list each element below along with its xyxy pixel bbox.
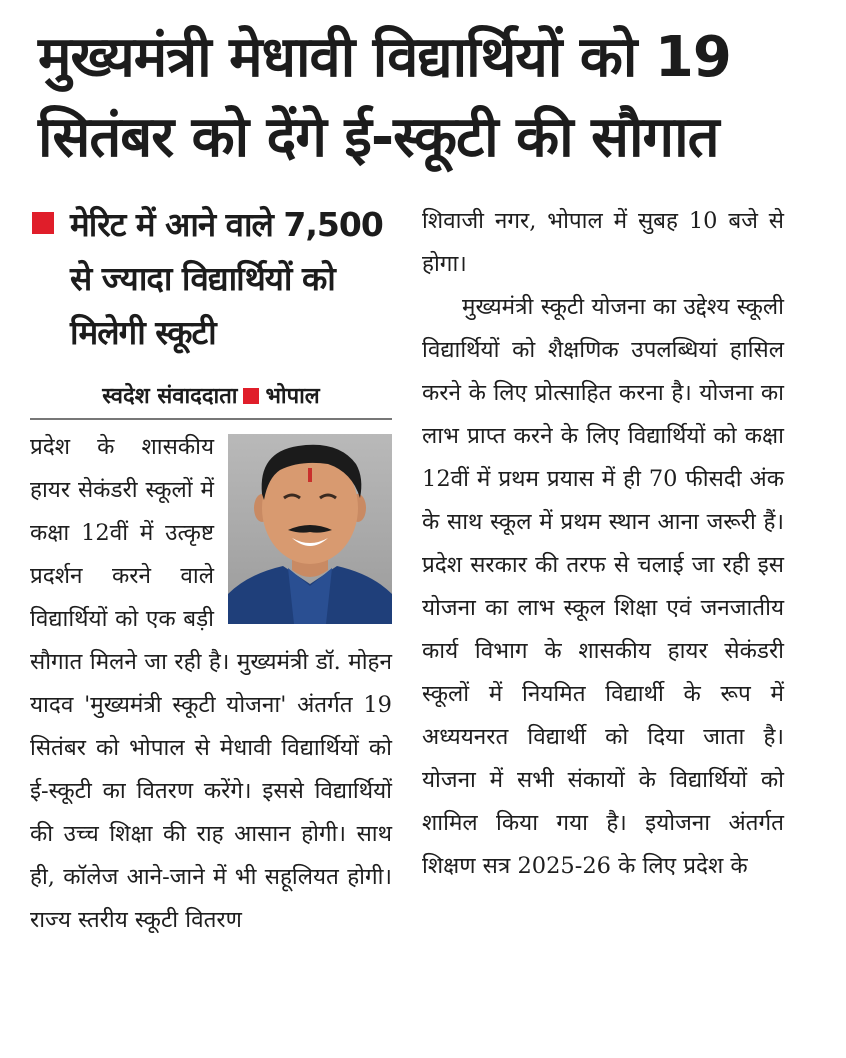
right-paragraph-2: मुख्यमंत्री स्कूटी योजना का उद्देश्य स्कूली विद्यार्थियों को शैक्षणिक उपलब्धियां हासिल करने के लिए प्रोत्साहित करना है। योजना का लाभ प्राप्त करने के लिए विद्यार्थियों को कक्षा 12वीं में प्रथम प्रयास में ही 70 फीसदी अंक के साथ स्कूल में प्रथम स्थान आना जरूरी हैं। प्रदेश सरकार की तरफ से चलाई जा रही इस योजना का लाभ स्कूल शिक्षा एवं जनजातीय कार्य विभाग के शासकीय हायर सेकंडरी स्कूलों में नियमित विद्यार्थी के रूप में अध्ययनरत विद्यार्थी को दिया जाता है। योजना में सभी संकायों के विद्यार्थियों को शामिल किया गया है। इयोजना अंतर्गत शिक्षण सत्र 2025-26 के लिए प्रदेश के: [422, 294, 784, 879]
byline: [30, 382, 392, 412]
red-square-bullet-icon: [32, 212, 54, 234]
right-paragraph-1: शिवाजी नगर, भोपाल में सुबह 10 बजे से होगा।: [422, 208, 784, 277]
left-paragraph-1: प्रदेश के शासकीय हायर सेकंडरी स्कूलों में कक्षा 12वीं में उत्कृष्ट प्रदर्शन करने वाले विद्यार्थियों को एक बड़ी सौगात मिलने जा रही है। मुख्यमंत्री डॉ. मोहन यादव 'मुख्यमंत्री स्कूटी योजना' अंतर्गत 19 सितंबर को भोपाल से मेधावी विद्यार्थियों को ई-स्कूटी का वितरण करेंगे। इससे विद्यार्थियों की उच्च शिक्षा की राह आसान होगी। साथ ही, कॉलेज आने-जाने में भी सहूलियत होगी। राज्य स्तरीय स्कूटी वितरण: [30, 434, 392, 933]
byline-reporter: स्वदेश संवाददाता: [102, 384, 238, 409]
subheadline: [30, 198, 392, 360]
left-column: [30, 198, 392, 942]
right-column: [422, 200, 784, 888]
left-body: [30, 426, 392, 942]
red-square-separator-icon: [243, 388, 259, 404]
divider: [30, 418, 392, 420]
subheadline-text: मेरिट में आने वाले 7,500 से ज्यादा विद्यार्थियों को मिलेगी स्कूटी: [70, 205, 383, 352]
byline-location: भोपाल: [265, 384, 320, 409]
person-portrait-icon: [228, 434, 392, 624]
portrait-photo: [228, 434, 392, 624]
headline: मुख्यमंत्री मेधावी विद्यार्थियों को 19 सितंबर को देंगे ई-स्कूटी की सौगात: [38, 25, 731, 170]
